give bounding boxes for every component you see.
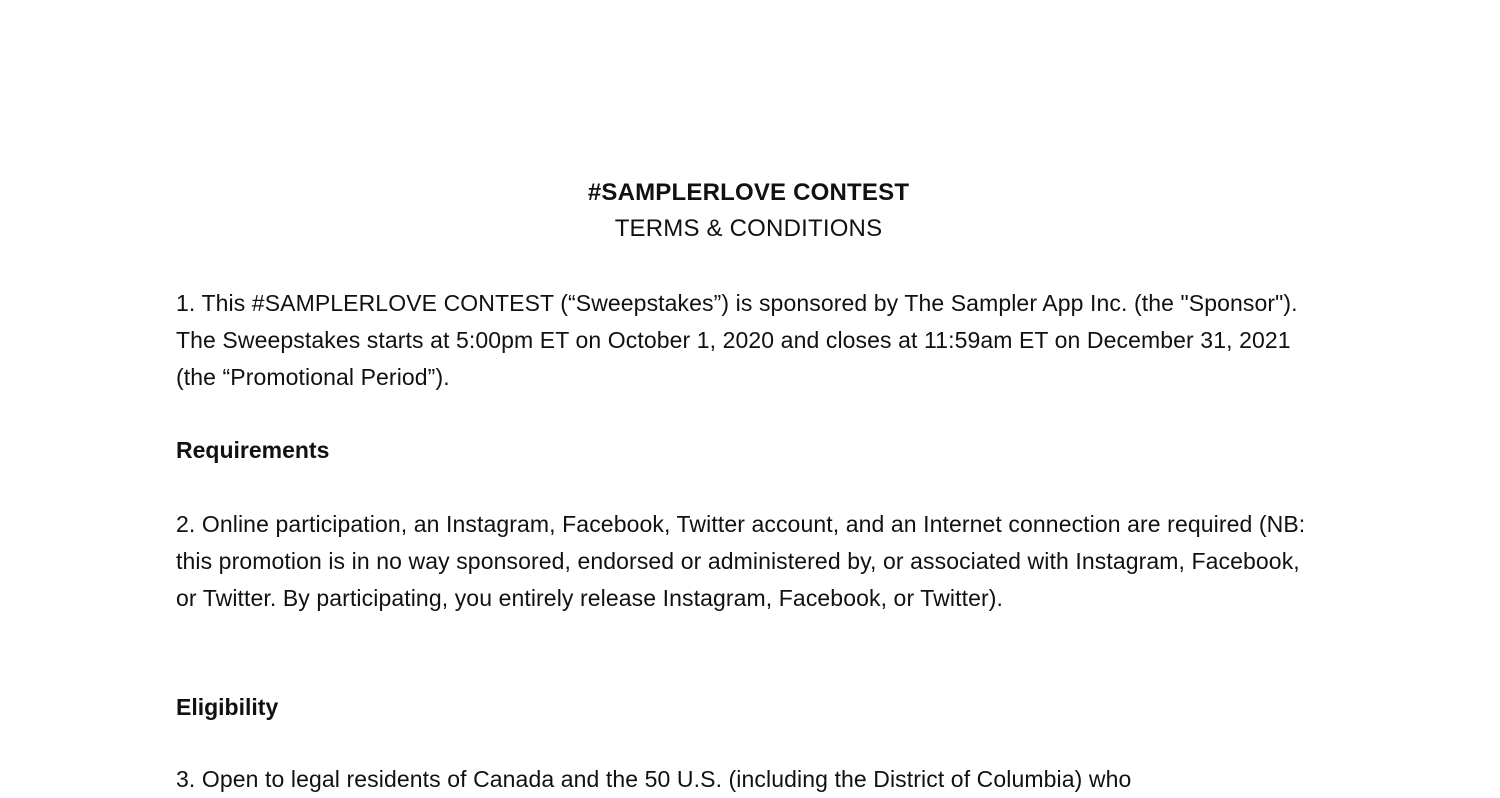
document-subtitle: TERMS & CONDITIONS	[614, 215, 883, 242]
intro-paragraph: 1. This #SAMPLERLOVE CONTEST (“Sweepstakes”) is sponsored by The Sampler App Inc. (the "Sponsor"). The Sweepstakes starts at 5:00pm ET on October 1, 2020 and closes at 11:59am ET on December 31, 2021 (the “Promotional Period”).	[176, 290, 1298, 390]
eligibility-heading: Eligibility	[176, 694, 279, 720]
requirements-heading: Requirements	[176, 437, 330, 463]
requirements-paragraph: 2. Online participation, an Instagram, Facebook, Twitter account, and an Internet connection are required (NB: this promotion is in no way sponsored, endorsed or administered by, or associated with Instagram, Facebook, or Twitter. By participating, you entirely release Instagram, Facebook, or Twitter).	[176, 511, 1306, 611]
document-title: #SAMPLERLOVE CONTEST	[587, 179, 910, 206]
document-page	[176, 0, 1321, 792]
eligibility-paragraph: 3. Open to legal residents of Canada and the 50 U.S. (including the District of Columbia) who	[176, 766, 1132, 792]
